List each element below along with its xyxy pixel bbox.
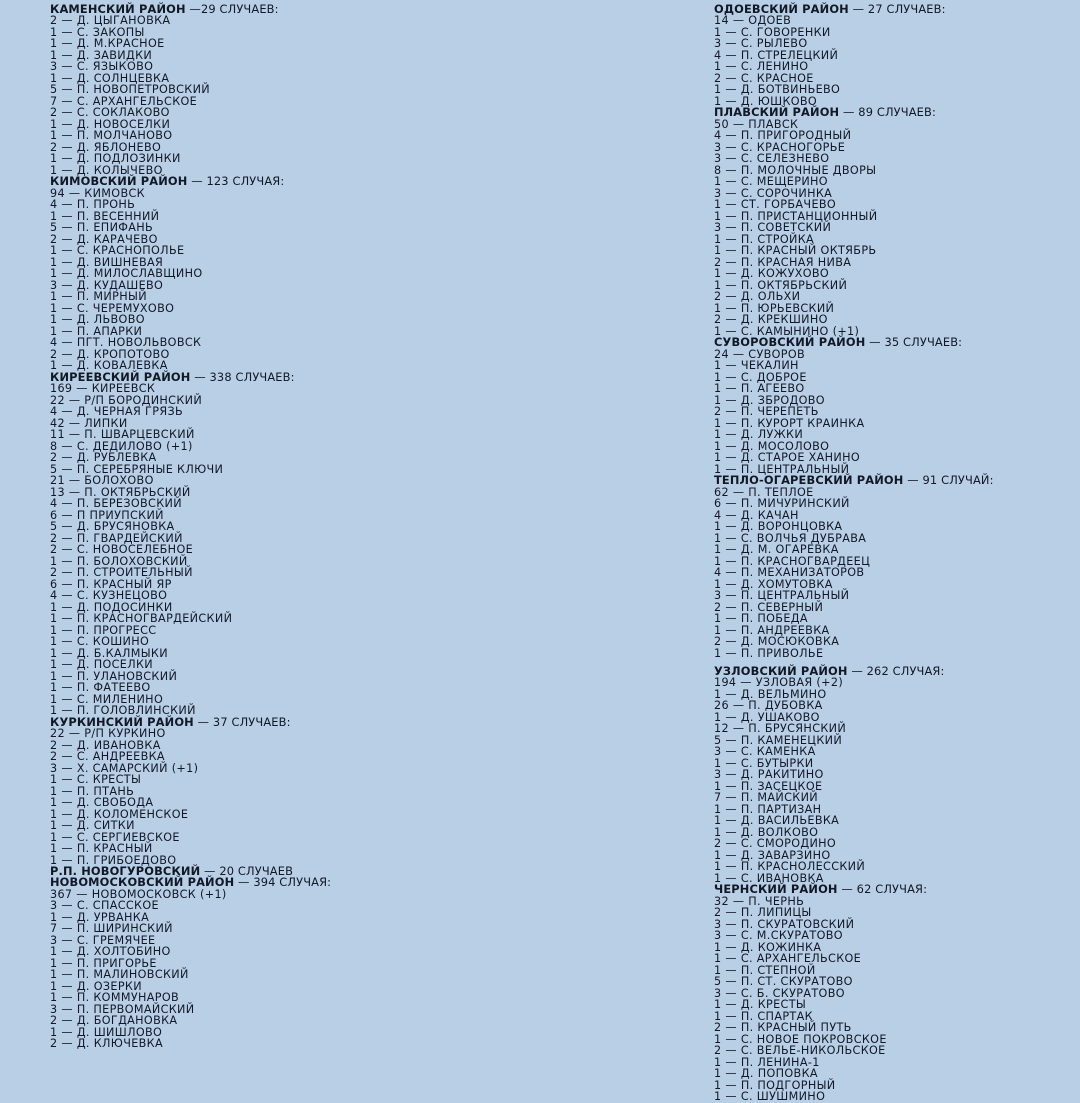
settlement-entry: 5 — П. СЕРЕБРЯНЫЕ КЛЮЧИ (50, 462, 224, 476)
settlement-entry: 50 — ПЛАВСК (714, 117, 799, 131)
settlement-entry: 3 — С. ЯЗЫКОВО (50, 60, 154, 74)
settlement-entry: 4 — Д. КАЧАН (714, 508, 799, 522)
settlement-entry: 1 — Д. КОЖУХОВО (714, 267, 830, 281)
settlement-entry: 3 — П. СОВЕТСКИЙ (714, 221, 832, 235)
settlement-entry: 1 — П. КРАСНЫЙ (50, 842, 153, 856)
district-title: КАМЕНСКИЙ РАЙОН (50, 2, 186, 16)
settlement-entry: 3 — С. Б. СКУРАТОВО (714, 986, 845, 1000)
settlement-entry: 1 — П. ПОДГОРНЫЙ (714, 1078, 836, 1092)
settlement-entry: 1 — П. УЛАНОВСКИЙ (50, 669, 178, 683)
settlement-entry: 3 — Д. КУДАШЕВО (50, 278, 164, 292)
settlement-entry: 1 — П. ПТАНЬ (50, 784, 135, 798)
settlement-entry: 1 — С. ИВАНОВКА (714, 871, 824, 885)
settlement-entry: 2 — П. ЧЕРЕПЕТЬ (714, 405, 819, 419)
settlement-entry: 2 — Д. ОЛЬХИ (714, 290, 801, 304)
settlement-entry: 1 — С. ЧЕРЕМУХОВО (50, 301, 175, 315)
settlement-entry: 1 — С. МИЛЕНИНО (50, 692, 164, 706)
settlement-entry: 1 — Д. КОВАЛЕВКА (50, 359, 168, 373)
settlement-entry: 194 — УЗЛОВАЯ (+2) (714, 676, 844, 690)
district-title: УЗЛОВСКИЙ РАЙОН (714, 664, 848, 679)
settlement-entry: 1 — С. БУТЫРКИ (714, 756, 814, 770)
settlement-entry: 1 — Д. ВОЛКОВО (714, 825, 819, 839)
district-case-count: — 89 СЛУЧАЕВ: (839, 105, 936, 120)
settlement-entry: 1 — П. СТЕПНОЙ (714, 963, 816, 977)
settlement-list (50, 728, 550, 866)
settlement-entry: 1 — П. ЗАСЕЦКОЕ (714, 779, 823, 793)
district-case-count: — 262 СЛУЧАЯ: (847, 664, 945, 679)
settlement-entry: 2 — П. КРАСНЫЙ ПУТЬ (714, 1021, 852, 1035)
settlement-entry: 5 — Д. БРУСЯНОВКА (50, 520, 175, 534)
settlement-entry: 5 — П. СТ. СКУРАТОВО (714, 975, 853, 989)
settlement-entry: 1 — П. КРАСНЫЙ ОКТЯБРЬ (714, 244, 877, 258)
settlement-entry: 14 — ОДОЕВ (714, 14, 792, 28)
settlement-list (714, 15, 1076, 107)
settlement-list (50, 889, 550, 1050)
settlement-entry: 1 — П. ПРИГОРЬЕ (50, 956, 157, 970)
settlement-entry: 32 — П. ЧЕРНЬ (714, 894, 805, 908)
settlement-entry: 1 — П. ВЕСЕННИЙ (50, 209, 160, 223)
settlement-entry: 1 — Д. Б.КАЛМЫКИ (50, 646, 168, 660)
settlement-entry: 1 — С. КРЕСТЫ (50, 773, 142, 787)
settlement-entry: 1 — Д. ЗАВАРЗИНО (714, 848, 831, 862)
district-case-count: — 394 СЛУЧАЯ: (234, 875, 332, 890)
district-case-count: — 91 СЛУЧАЙ: (903, 473, 994, 488)
settlement-entry: 3 — П. ПЕРВОМАЙСКИЙ (50, 1002, 195, 1016)
district-title: ОДОЕВСКИЙ РАЙОН (714, 2, 849, 16)
settlement-entry: 8 — С. ДЕДИЛОВО (+1) (50, 439, 193, 453)
settlement-entry: 5 — П. ЕПИФАНЬ (50, 221, 154, 235)
district-title: ПЛАВСКИЙ РАЙОН (714, 105, 840, 120)
settlement-entry: 2 — Д. КАРАЧЕВО (50, 232, 158, 246)
district-title: ТЕПЛО-ОГАРЕВСКИЙ РАЙОН (714, 473, 904, 488)
settlement-entry: 3 — П. ЦЕНТРАЛЬНЫЙ (714, 589, 850, 603)
settlement-entry: 1 — С. СЕРГИЕВСКОЕ (50, 830, 180, 844)
settlement-entry: 2 — П. СЕВЕРНЫЙ (714, 600, 824, 614)
settlement-entry: 1 — Д. ОЗЕРКИ (50, 979, 142, 993)
district-section (714, 107, 1076, 337)
settlement-entry: 2 — П. СТРОИТЕЛЬНЫЙ (50, 566, 193, 580)
settlement-entry: 1 — Д. ХОЛТОБИНО (50, 945, 171, 959)
settlement-entry: 4 — П. МЕХАНИЗАТОРОВ (714, 566, 865, 580)
settlement-entry: 1 — П. ГРИБОЕДОВО (50, 853, 177, 867)
settlement-entry: 3 — С. КРАСНОГОРЬЕ (714, 140, 846, 154)
settlement-entry: 3 — П. СКУРАТОВСКИЙ (714, 917, 855, 931)
settlement-entry: 3 — С. РЫЛЕВО (714, 37, 808, 51)
settlement-entry: 1 — С. ШУШМИНО (714, 1090, 826, 1103)
settlement-entry: 2 — П. ЛИПИЦЫ (714, 906, 812, 920)
settlement-entry: 1 — СТ. ГОРБАЧЕВО (714, 198, 837, 212)
settlement-entry: 2 — С. КРАСНОЕ (714, 71, 814, 85)
district-title: КИРЕЕВСКИЙ РАЙОН (50, 369, 191, 384)
district-heading (714, 337, 1076, 348)
district-section (50, 176, 550, 371)
settlement-entry: 6 — П. КРАСНЫЙ ЯР (50, 577, 172, 591)
settlement-entry: 7 — С. АРХАНГЕЛЬСКОЕ (50, 94, 198, 108)
settlement-entry: 1 — С. ЗАКОПЫ (50, 25, 145, 39)
settlement-entry: 1 — Д. ПОПОВКА (714, 1067, 818, 1081)
settlement-entry: 1 — Д. М.КРАСНОЕ (50, 37, 165, 51)
settlement-entry: 1 — С. АРХАНГЕЛЬСКОЕ (714, 952, 862, 966)
settlement-entry: 3 — С. КАМЕНКА (714, 745, 816, 759)
settlement-entry: 6 — П ПРИУПСКИЙ (50, 508, 164, 522)
settlement-entry: 1 — П. КОММУНАРОВ (50, 991, 180, 1005)
settlement-entry: 2 — Д. РУБЛЕВКА (50, 451, 157, 465)
settlement-entry: 1 — П. АПАРКИ (50, 324, 143, 338)
district-case-count: —29 СЛУЧАЕВ: (185, 2, 279, 16)
settlement-entry: 2 — Д. КЛЮЧЕВКА (50, 1037, 163, 1051)
settlement-list (714, 349, 1076, 476)
settlement-entry: 1 — П. ЦЕНТРАЛЬНЫЙ (714, 462, 850, 476)
settlement-entry: 1 — Д. ВИШНЕВАЯ (50, 255, 164, 269)
settlement-entry: 1 — Д. ЗАВИДКИ (50, 48, 153, 62)
settlement-list (50, 15, 550, 176)
district-case-count: — 27 СЛУЧАЕВ: (848, 2, 946, 16)
settlement-entry: 2 — Д. КРОПОТОВО (50, 347, 170, 361)
settlement-entry: 2 — С. СОКЛАКОВО (50, 106, 170, 120)
district-section (714, 666, 1076, 884)
settlement-entry: 1 — С. ДОБРОЕ (714, 370, 807, 384)
settlement-entry: 4 — П. СТРЕЛЕЦКИЙ (714, 48, 839, 62)
settlement-entry: 1 — П. ПАРТИЗАН (714, 802, 822, 816)
settlement-entry: 1 — Д. МОСОЛОВО (714, 439, 830, 453)
settlement-entry: 1 — П. ГОЛОВЛИНСКИЙ (50, 704, 196, 718)
settlement-entry: 1 — Д. КРЕСТЫ (714, 998, 807, 1012)
settlement-entry: 4 — П. ПРОНЬ (50, 198, 136, 212)
settlement-entry: 3 — С. СПАССКОЕ (50, 899, 159, 913)
settlement-entry: 13 — П. ОКТЯБРЬСКИЙ (50, 485, 191, 499)
settlement-entry: 4 — С. КУЗНЕЦОВО (50, 589, 168, 603)
district-title: КИМОВСКИЙ РАЙОН (50, 174, 188, 189)
settlement-entry: 7 — П. ШИРИНСКИЙ (50, 922, 173, 936)
settlement-entry: 2 — С. НОВОСЕЛЕБНОЕ (50, 543, 194, 557)
settlement-entry: 1 — С. ВОЛЧЬЯ ДУБРАВА (714, 531, 867, 545)
settlement-entry: 3 — С. СЕЛЕЗНЕВО (714, 152, 830, 166)
settlement-entry: 1 — Д. ЛУЖКИ (714, 428, 804, 442)
settlement-list (714, 896, 1076, 1103)
district-section (714, 884, 1076, 1102)
settlement-entry: 1 — П. ЛЕНИНА-1 (714, 1055, 820, 1069)
settlement-entry: 1 — Д. СИТКИ (50, 819, 135, 833)
settlement-entry: 4 — ПГТ. НОВОЛЬВОВСК (50, 336, 202, 350)
settlement-entry: 1 — Д. ВАСИЛЬЕВКА (714, 814, 840, 828)
settlement-entry: 1 — Д. КОЛЫЧЕВО (50, 163, 163, 177)
settlement-entry: 1 — Д. ЛЬВОВО (50, 313, 145, 327)
district-section (50, 877, 550, 1049)
district-title: ЧЕРНСКИЙ РАЙОН (714, 882, 838, 897)
settlement-entry: 1 — П. ПРИВОЛЬЕ (714, 646, 824, 660)
settlement-entry: 1 — Д. ПОДОСИНКИ (50, 600, 173, 614)
settlement-entry: 169 — КИРЕЕВСК (50, 382, 156, 396)
settlement-entry: 4 — Д. ЧЕРНАЯ ГРЯЗЬ (50, 405, 183, 419)
settlement-entry: 1 — Д. СОЛНЦЕВКА (50, 71, 170, 85)
district-case-count: — 35 СЛУЧАЕВ: (865, 335, 963, 350)
settlement-entry: 1 — П. БОЛОХОВСКИЙ (50, 554, 188, 568)
settlement-entry: 1 — П. АГЕЕВО (714, 382, 805, 396)
district-case-count: — 20 СЛУЧАЕВ (200, 864, 294, 879)
settlement-entry: 1 — Д. НОВОСЕЛКИ (50, 117, 171, 131)
settlement-entry: 3 — С. ГРЕМЯЧЕЕ (50, 933, 156, 947)
settlement-entry: 3 — Х. САМАРСКИЙ (+1) (50, 761, 199, 775)
settlement-entry: 1 — П. СТРОЙКА (714, 232, 815, 246)
settlement-entry: 2 — Д. ЦЫГАНОВКА (50, 14, 171, 28)
settlement-entry: 1 — Д. ЗБРОДОВО (714, 393, 825, 407)
district-section (714, 4, 1076, 107)
settlement-entry: 1 — Д. УРВАНКА (50, 910, 150, 924)
district-heading (714, 475, 1076, 486)
settlement-entry: 1 — П. МАЛИНОВСКИЙ (50, 968, 189, 982)
settlement-entry: 2 — С. АНДРЕЕВКА (50, 750, 165, 764)
district-title: Р.П. НОВОГУРОВСКИЙ (50, 864, 201, 879)
settlement-entry: 2 — Д. КРЕКШИНО (714, 313, 828, 327)
settlement-entry: 1 — С. ЛЕНИНО (714, 60, 809, 74)
settlement-entry: 3 — С. М.СКУРАТОВО (714, 929, 843, 943)
settlement-entry: 1 — Д. МИЛОСЛАВЩИНО (50, 267, 203, 281)
settlement-entry: 1 — С. НОВОЕ ПОКРОВСКОЕ (714, 1032, 887, 1046)
district-title: СУВОРОВСКИЙ РАЙОН (714, 335, 866, 350)
left-column (50, 4, 550, 1050)
settlement-entry: 26 — П. ДУБОВКА (714, 699, 823, 713)
district-case-count: — 123 СЛУЧАЯ: (187, 174, 285, 189)
settlement-list (50, 188, 550, 372)
district-case-count: — 62 СЛУЧАЯ: (837, 882, 928, 897)
settlement-entry: 1 — Д. СТАРОЕ ХАНИНО (714, 451, 861, 465)
settlement-entry: 1 — Д. КОЛОМЕНСКОЕ (50, 807, 189, 821)
settlement-entry: 42 — ЛИПКИ (50, 416, 128, 430)
district-case-count: — 37 СЛУЧАЕВ: (193, 714, 291, 729)
settlement-entry: 1 — Д. ПОСЕЛКИ (50, 658, 153, 672)
settlement-entry: 5 — П. КАМЕНЕЦКИЙ (714, 733, 843, 747)
settlement-entry: 4 — П. БЕРЕЗОВСКИЙ (50, 497, 182, 511)
settlement-entry: 6 — П. МИЧУРИНСКИЙ (714, 497, 850, 511)
settlement-entry: 1 — П. КРАСНОЛЕССКИЙ (714, 860, 866, 874)
settlement-entry: 12 — П. БРУСЯНСКИЙ (714, 722, 847, 736)
district-section (50, 714, 550, 867)
district-section (50, 369, 550, 718)
settlement-entry: 1 — П. ЮРЬЕВСКИЙ (714, 301, 835, 315)
settlement-entry: 1 — П. КУРОРТ КРАИНКА (714, 416, 865, 430)
settlement-entry: 1 — П. АНДРЕЕВКА (714, 623, 830, 637)
settlement-entry: 1 — Д. СВОБОДА (50, 796, 154, 810)
settlement-entry: 1 — П. ОКТЯБРЬСКИЙ (714, 278, 848, 292)
settlement-entry: 3 — С. СОРОЧИНКА (714, 186, 833, 200)
settlement-entry: 367 — НОВОМОСКОВСК (+1) (50, 887, 227, 901)
settlement-entry: 2 — Д. БОГДАНОВКА (50, 1014, 178, 1028)
settlement-entry: 94 — КИМОВСК (50, 186, 145, 200)
settlement-entry: 2 — П. КРАСНАЯ НИВА (714, 255, 852, 269)
settlement-entry: 11 — П. ШВАРЦЕВСКИЙ (50, 428, 195, 442)
settlement-entry: 1 — П. ПРИСТАНЦИОННЫЙ (714, 209, 878, 223)
settlement-list (714, 677, 1076, 884)
district-case-count: — 338 СЛУЧАЕВ: (190, 369, 295, 384)
settlement-entry: 2 — П. ГВАРДЕЙСКИЙ (50, 531, 183, 545)
settlement-entry: 1 — Д. ПОДЛОЗИНКИ (50, 152, 181, 166)
settlement-entry: 1 — П. МОЛЧАНОВО (50, 129, 173, 143)
settlement-entry: 62 — П. ТЕПЛОЕ (714, 485, 814, 499)
settlement-entry: 1 — П. КРАСНОГВАРДЕЕЦ (714, 554, 871, 568)
right-column (714, 4, 1076, 1103)
settlement-entry: 2 — Д. МОСЮКОВКА (714, 635, 840, 649)
settlement-entry: 1 — П. СПАРТАК (714, 1009, 813, 1023)
settlement-entry: 1 — Д. ХОМУТОВКА (714, 577, 833, 591)
settlement-entry: 1 — П. ФАТЕЕВО (50, 681, 151, 695)
settlement-entry: 1 — С. КОШИНО (50, 635, 150, 649)
settlement-entry: 1 — П. ПРОГРЕСС (50, 623, 157, 637)
settlement-entry: 21 — БОЛОХОВО (50, 474, 154, 488)
settlement-entry: 1 — Д. ЮШКОВО (714, 94, 818, 108)
settlement-entry: 5 — П. НОВОПЕТРОВСКИЙ (50, 83, 211, 97)
settlement-entry: 22 — Р/П КУРКИНО (50, 727, 166, 741)
settlement-entry: 2 — Д. ИВАНОВКА (50, 738, 161, 752)
settlement-entry: 1 — П. ПОБЕДА (714, 612, 808, 626)
settlement-entry: 1 — П. МИРНЫЙ (50, 290, 147, 304)
settlement-entry: 1 — П. КРАСНОГВАРДЕЙСКИЙ (50, 612, 233, 626)
settlement-entry: 1 — С. ГОВОРЕНКИ (714, 25, 831, 39)
district-section (714, 337, 1076, 475)
settlement-entry: 8 — П. МОЛОЧНЫЕ ДВОРЫ (714, 163, 877, 177)
settlement-entry: 1 — Д. БОТВИНЬЕВО (714, 83, 841, 97)
settlement-entry: 1 — Д. ВЕЛЬМИНО (714, 687, 827, 701)
settlement-entry: 1 — Д. КОЖИНКА (714, 940, 822, 954)
settlement-entry: 1 — Д. ВОРОНЦОВКА (714, 520, 843, 534)
settlement-entry: 1 — ЧЕКАЛИН (714, 359, 799, 373)
settlement-list (714, 119, 1076, 338)
settlement-entry: 1 — Д. УШАКОВО (714, 710, 820, 724)
district-section (714, 475, 1076, 659)
district-title: КУРКИНСКИЙ РАЙОН (50, 714, 194, 729)
settlement-list (714, 487, 1076, 660)
settlement-entry: 1 — Д. ШИШЛОВО (50, 1025, 163, 1039)
district-title: НОВОМОСКОВСКИЙ РАЙОН (50, 875, 235, 890)
settlement-entry: 24 — СУВОРОВ (714, 347, 806, 361)
settlement-entry: 22 — Р/П БОРОДИНСКИЙ (50, 393, 203, 407)
settlement-entry: 7 — П. МАЙСКИЙ (714, 791, 819, 805)
settlement-entry: 1 — С. КАМЫНИНО (+1) (714, 324, 860, 338)
settlement-entry: 2 — С. СМОРОДИНО (714, 837, 837, 851)
district-section (50, 4, 550, 176)
settlement-entry: 1 — Д. М. ОГАРЕВКА (714, 543, 839, 557)
settlement-entry: 3 — Д. РАКИТИНО (714, 768, 824, 782)
settlement-entry: 2 — С. ВЕЛЬЕ-НИКОЛЬСКОЕ (714, 1044, 886, 1058)
settlement-entry: 2 — Д. ЯБЛОНЕВО (50, 140, 162, 154)
settlement-entry: 4 — П. ПРИГОРОДНЫЙ (714, 129, 852, 143)
settlement-list (50, 383, 550, 717)
settlement-entry: 1 — С. МЕЩЕРИНО (714, 175, 828, 189)
settlement-entry: 1 — С. КРАСНОПОЛЬЕ (50, 244, 185, 258)
